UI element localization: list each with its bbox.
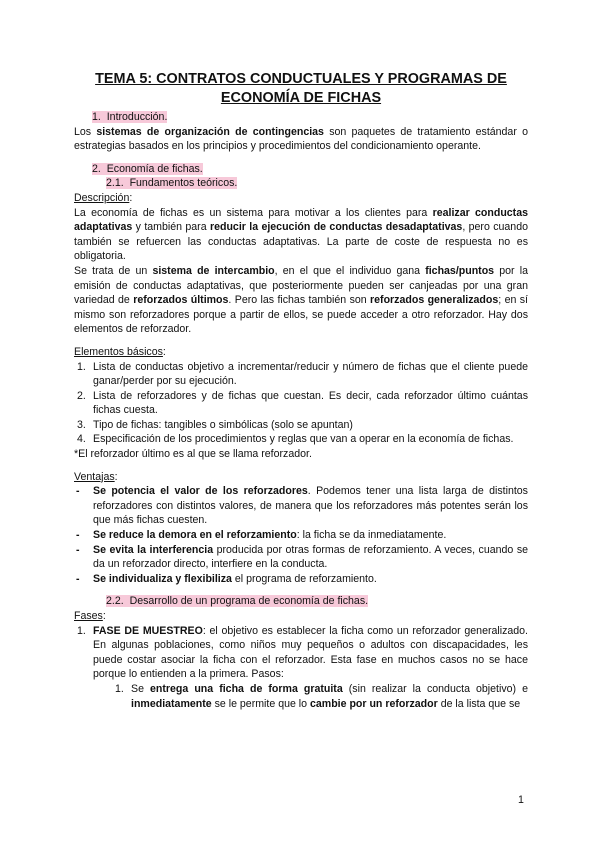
section-2-heading [74,162,528,177]
intro-bold-1: sistemas de organización de contingencias [96,125,324,138]
nota: *El reforzador último es al que se llama reforzador. [74,448,312,461]
elementos-heading: Elementos básicos: [74,345,166,358]
fase-number: 1. [77,624,86,637]
ventaja-text: producida por otras formas de reforzamiento. A veces, cuando se da un reforzador directo, interfiere en la conducta. [93,543,529,571]
desc-text-6: por la emisión de conductas adaptativas, que posteriormente pueden ser canjeadas por una gran variedad de [74,264,528,307]
desc-text-5: , en el que el individuo gana [274,264,426,277]
section-2-2-heading [74,594,528,609]
section-2-number: 2. [92,162,101,175]
list-item [74,389,528,418]
descripcion-label: Descripción [74,191,130,204]
list-item: - Se reduce la demora en el reforzamiento: la ficha se da inmediatamente. [76,529,447,542]
list-item-text: Tipo de fichas: tangibles o simbólicas (solo se apuntan) [93,418,353,431]
list-item-number: 2. [77,389,86,402]
section-1-number: 1. [92,111,101,123]
desc-bold-6: reforzados generalizados [370,294,499,307]
list-item: - Se potencia el valor de los reforzadores. Podemos tener una lista larga de distintos reforzadores con distintos valores, de manera que los reforzadores más potentes serán los que más fichas cuesten. [76,485,528,527]
desc-text-1: La economía de fichas es un sistema para motivar a los clientes para [74,206,433,219]
paso-number: 1. [115,682,124,695]
paso-bold-3: cambie por un reforzador [310,697,438,710]
desc-text-2: y también para [132,221,210,234]
desc-bold-1: realizar conductas adaptativas [74,206,528,234]
section-1-heading [74,110,528,125]
fases-heading: Fases: [74,610,106,622]
section-2-1-number: 2.1. [106,177,124,190]
desc-text-8: ; en sí mismo son reforzadores porque a partir de ellos, se puede acceder a otro reforzador. Hay dos elementos de reforzador. [74,294,528,336]
section-2-1-label: Fundamentos teóricos. [129,177,238,190]
paso-bold-1: entrega una ficha de forma gratuita [150,682,343,695]
title-line-2: ECONOMÍA DE FICHAS [220,89,382,106]
paso-text-3: se le permite que lo [211,697,310,710]
paso-bold-2: inmediatamente [131,697,212,710]
descripcion-paragraph-1 [74,206,528,264]
ventajas-list [74,484,528,586]
desc-text-3: , pero cuando también se refuercen las conductas adaptativas. La parte de coste de respuesta no es obligatoria. [74,221,528,263]
list-item [112,682,528,711]
paso-text-4: de la lista que se [437,697,521,710]
list-item [74,418,528,433]
ventaja-text: : la ficha se da inmediatamente. [296,529,447,542]
section-1-label: Introducción. [106,111,168,123]
intro-paragraph [74,125,528,154]
intro-text-1: Los [74,125,97,138]
fases-label: Fases [74,610,103,622]
page-number: 1 [518,794,524,806]
list-item-text: Lista de conductas objetivo a incrementar/reducir y número de fichas que el cliente puede ganar/perder por su ejecución. [93,360,528,388]
list-item-number: 1. [77,360,86,373]
desc-bold-2: reducir la ejecución de conductas desadaptativas [209,221,463,234]
elementos-label: Elementos básicos [74,345,163,358]
desc-text-4: Se trata de un [74,264,153,277]
ventaja-text: el programa de reforzamiento. [231,572,377,585]
ventaja-bold: Se individualiza y flexibiliza [93,572,232,585]
ventaja-bold: Se potencia el valor de los reforzadores [93,485,308,498]
paso-text-2: (sin realizar la conducta objetivo) e [342,682,529,695]
document-title [74,70,528,107]
ventajas-label: Ventajas [74,470,115,483]
list-item-number: 3. [77,418,86,431]
desc-bold-4: fichas/puntos [425,264,495,277]
desc-bold-5: reforzados últimos [133,294,229,307]
pasos-list [93,682,528,711]
descripcion-paragraph-2 [74,264,528,337]
ventaja-text: . Podemos tener una lista larga de distintos reforzadores con distintos valores, de manera que los reforzadores más potentes serán los que más fichas cuesten. [93,485,528,527]
elementos-list [74,360,528,448]
ventajas-heading: Ventajas: [74,470,118,483]
list-item [74,432,528,447]
list-item: - Se individualiza y flexibiliza el programa de reforzamiento. [76,572,377,585]
intro-text-2: son paquetes de tratamiento estándar o estrategias basados en los principios y procedimientos del condicionamiento operante. [74,125,528,153]
fase-text: : el objetivo es establecer la ficha como un reforzador generalizado. En algunas poblaciones, como niños muy pequeños o adultos con discapacidades, les puede costar asociar la ficha con el reforzador. Esta fase en muchos casos no se hace porque lo entienden a la primera. Pasos: [93,624,528,681]
ventaja-bold: Se reduce la demora en el reforzamiento [93,529,297,542]
paso-text-1: Se [131,682,151,695]
section-2-label: Economía de fichas. [106,162,203,175]
document-page [74,70,528,711]
list-item [74,360,528,389]
section-2-2-number: 2.2. [106,595,124,608]
list-item-number: 4. [77,433,86,446]
desc-text-7: . Pero las fichas también son [228,294,371,307]
fases-list [74,624,528,712]
list-item: - Se evita la interferencia producida por otras formas de reforzamiento. A veces, cuando se da un reforzador directo, interfiere en la conducta. [76,543,529,571]
fase-bold: FASE DE MUESTREO [93,624,203,637]
section-2-2-label: Desarrollo de un programa de economía de fichas. [129,595,369,608]
title-line-1: TEMA 5: CONTRATOS CONDUCTUALES Y PROGRAMAS DE [95,71,507,87]
desc-bold-3: sistema de intercambio [152,264,275,277]
section-2-1-heading [74,176,528,191]
list-item [74,624,528,712]
ventaja-bold: Se evita la interferencia [93,543,214,556]
list-item-text: Lista de reforzadores y de fichas que cuestan. Es decir, cada reforzador último cuántas fichas cuesta. [93,389,528,417]
list-item-text: Especificación de los procedimientos y reglas que van a operar en la economía de fichas. [93,433,514,446]
descripcion-heading: Descripción: [74,191,133,204]
